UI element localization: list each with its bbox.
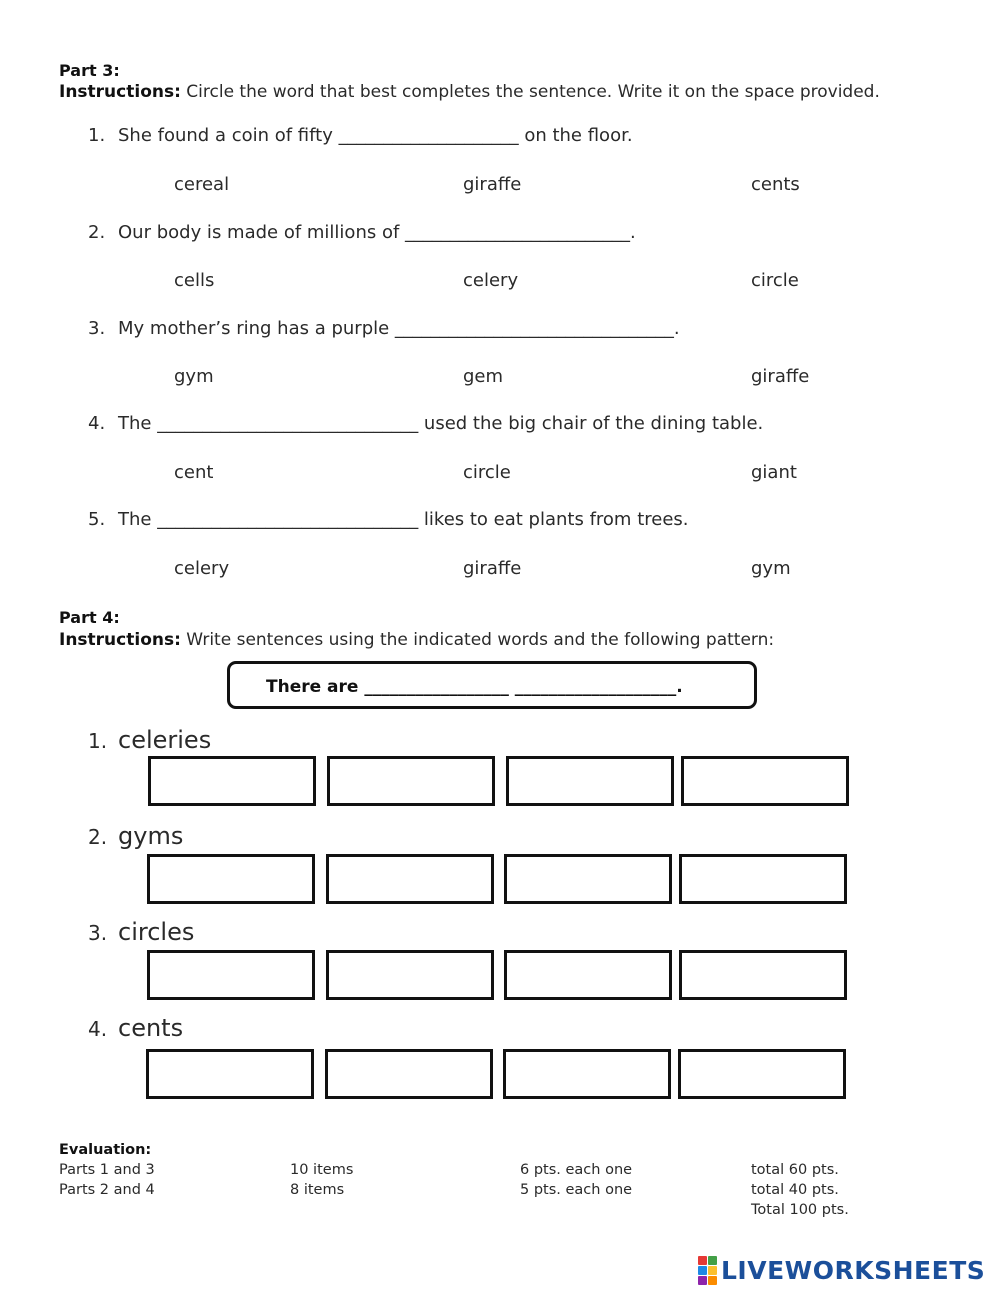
word-number: 2.	[88, 825, 108, 849]
question-text: My mother’s ring has a purple _______________________________.	[118, 318, 680, 339]
word-text: celeries	[118, 726, 212, 754]
part3-question-4	[88, 413, 763, 434]
logo-text: LIVEWORKSHEETS	[721, 1255, 986, 1285]
part3-question-5	[88, 509, 689, 530]
word-text: cents	[118, 1014, 184, 1042]
question-text: She found a coin of fifty ____________________ on the floor.	[118, 125, 633, 146]
word-number: 1.	[88, 729, 108, 753]
option-word[interactable]: circle	[463, 462, 511, 483]
option-word[interactable]: giant	[751, 462, 797, 483]
evaluation-items: 10 items	[290, 1162, 354, 1178]
answer-box[interactable]	[503, 1049, 671, 1099]
part4-word-1	[88, 726, 211, 754]
option-word[interactable]: cells	[174, 270, 215, 291]
answer-box[interactable]	[147, 854, 315, 904]
part3-question-2	[88, 222, 636, 243]
answer-box[interactable]	[146, 1049, 314, 1099]
question-text: The _____________________________ likes to eat plants from trees.	[118, 509, 689, 530]
pattern-text: There are _________________ ___________________.	[266, 677, 683, 697]
word-text: gyms	[118, 822, 184, 850]
answer-box[interactable]	[148, 756, 316, 806]
evaluation-points: 5 pts. each one	[520, 1182, 633, 1198]
part3-label: Part 3:	[59, 61, 120, 80]
part4-instructions	[59, 630, 774, 650]
evaluation-total: total 40 pts.	[751, 1182, 839, 1198]
question-text: The _____________________________ used the big chair of the dining table.	[118, 413, 764, 434]
word-number: 4.	[88, 1017, 108, 1041]
part3-instructions-label: Instructions:	[59, 82, 181, 102]
evaluation-points: 6 pts. each one	[520, 1162, 633, 1178]
answer-box[interactable]	[681, 756, 849, 806]
part4-word-3	[88, 918, 194, 946]
answer-box[interactable]	[327, 756, 495, 806]
answer-box[interactable]	[326, 950, 494, 1000]
logo-cubes-icon	[698, 1256, 717, 1285]
part4-word-4	[88, 1014, 183, 1042]
option-word[interactable]: gym	[751, 558, 791, 579]
question-number: 1.	[88, 125, 106, 146]
option-word[interactable]: circle	[751, 270, 799, 291]
option-word[interactable]: giraffe	[751, 366, 810, 387]
question-number: 2.	[88, 222, 106, 243]
evaluation-items: 8 items	[290, 1182, 345, 1198]
evaluation-title: Evaluation:	[59, 1142, 152, 1158]
part3-instructions-text: Circle the word that best completes the sentence. Write it on the space provided.	[180, 82, 880, 102]
part4-instructions-text: Write sentences using the indicated words and the following pattern:	[180, 630, 775, 650]
part3-question-1	[88, 125, 633, 146]
answer-box[interactable]	[147, 950, 315, 1000]
answer-box[interactable]	[679, 950, 847, 1000]
word-text: circles	[118, 918, 195, 946]
answer-box[interactable]	[679, 854, 847, 904]
word-number: 3.	[88, 921, 108, 945]
option-word[interactable]: giraffe	[463, 558, 522, 579]
evaluation-total: total 60 pts.	[751, 1162, 839, 1178]
pattern-box	[227, 661, 757, 709]
answer-box[interactable]	[504, 854, 672, 904]
liveworksheets-logo[interactable]	[698, 1255, 985, 1285]
answer-box[interactable]	[504, 950, 672, 1000]
part4-word-2	[88, 822, 183, 850]
part3-question-3	[88, 318, 680, 339]
option-word[interactable]: cents	[751, 174, 800, 195]
evaluation-grand-total: Total 100 pts.	[751, 1202, 849, 1218]
option-word[interactable]: celery	[174, 558, 230, 579]
option-word[interactable]: gym	[174, 366, 214, 387]
part3-instructions	[59, 82, 880, 102]
option-word[interactable]: giraffe	[463, 174, 522, 195]
question-number: 4.	[88, 413, 106, 434]
part4-label: Part 4:	[59, 608, 120, 627]
option-word[interactable]: cent	[174, 462, 214, 483]
answer-box[interactable]	[506, 756, 674, 806]
evaluation-parts: Parts 1 and 3	[59, 1162, 155, 1178]
answer-box[interactable]	[325, 1049, 493, 1099]
question-text: Our body is made of millions of _________________________.	[118, 222, 636, 243]
option-word[interactable]: cereal	[174, 174, 230, 195]
option-word[interactable]: celery	[463, 270, 519, 291]
question-number: 5.	[88, 509, 106, 530]
answer-box[interactable]	[326, 854, 494, 904]
question-number: 3.	[88, 318, 106, 339]
option-word[interactable]: gem	[463, 366, 504, 387]
part4-instructions-label: Instructions:	[59, 630, 181, 650]
evaluation-parts: Parts 2 and 4	[59, 1182, 155, 1198]
answer-box[interactable]	[678, 1049, 846, 1099]
